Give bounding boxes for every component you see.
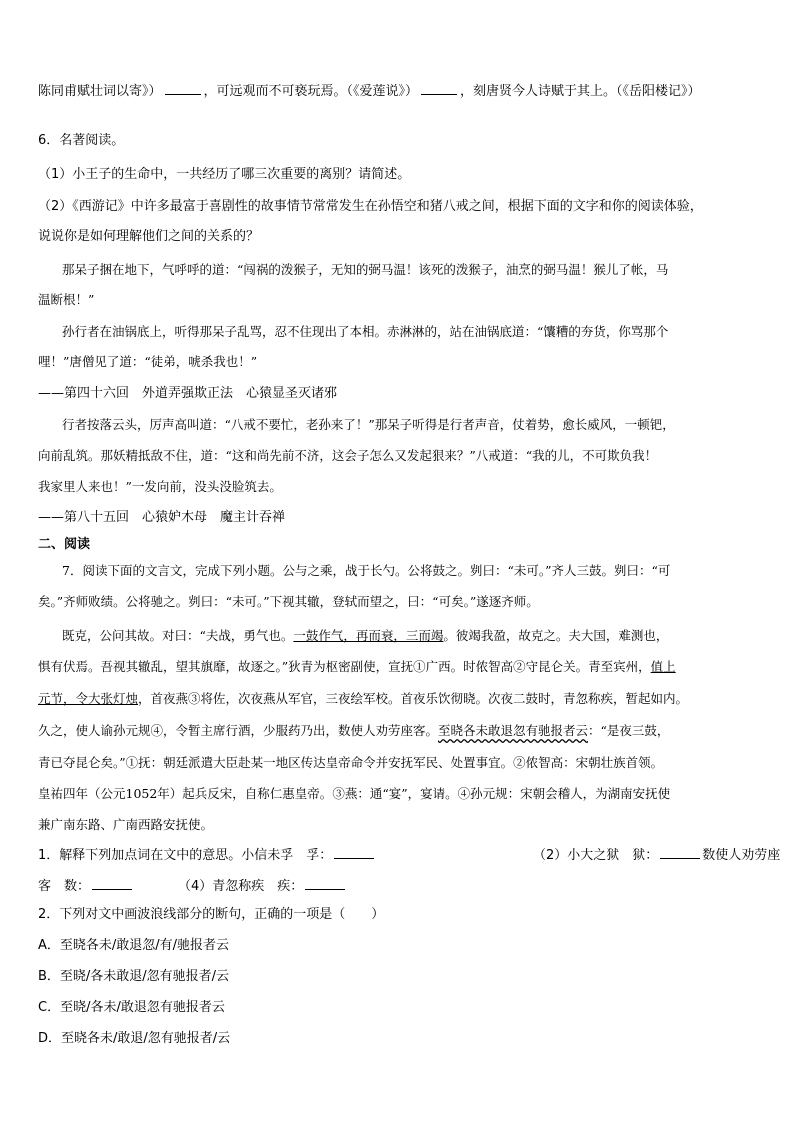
- text-segment: 久之，使人谕孙元规④，令暂主席行酒，少服药乃出，数使人劝劳座客。: [38, 723, 439, 738]
- q7-line8: 皇祐四年（公元1052年）起兵反宋，自称仁惠皇帝。③燕：通“宴”，宴请。④孙元规：宋朝会稽人，为湖南安抚使: [38, 786, 671, 801]
- answer-blank[interactable]: [305, 876, 345, 890]
- passage-source-2: ——第八十五回 心猿妒木母 魔主计吞禅: [38, 510, 286, 525]
- text-segment: 客 数：: [38, 879, 91, 894]
- text-segment: ，可远观而不可亵玩焉。（《爱莲说》）: [203, 84, 419, 99]
- underlined-text: 值上: [650, 659, 676, 674]
- option-c[interactable]: C．至晓/各未/敢退忽有驰报者云: [38, 1000, 225, 1015]
- text-segment: 数使人劝劳座: [702, 848, 781, 863]
- sub-question-2-stem: 2．下列对文中画波浪线部分的断句，正确的一项是（ ）: [38, 907, 385, 922]
- text-segment: （4）青忽称疾 疾：: [178, 879, 304, 894]
- poetry-fill-line: [38, 81, 768, 101]
- q7-line2: 矣。”齐师败绩。公将驰之。刿曰：“未可。”下视其辙，登轼而望之，曰：“可矣。”遂逐齐师。: [38, 594, 539, 609]
- q7-line7: 青已夺昆仑矣。”①抚：朝廷派遣大臣赴某一地区传达皇帝命令并安抚军民、处置事宜。②侬智高：宋朝壮族首领。: [38, 755, 664, 770]
- passage-source-1: ——第四十六回 外道弄强欺正法 心猿显圣灭诸邪: [38, 386, 338, 401]
- text-segment: 惧有伏焉。吾视其辙乱，望其旗靡，故逐之。”狄青为枢密副使，宣抚①广西。时侬智高②守昆仑关。青至宾州，: [38, 659, 651, 674]
- text-segment: （2）小大之狱 狱：: [533, 848, 659, 863]
- text-segment: ，刻唐贤今人诗赋于其上。（《岳阳楼记》）: [460, 84, 701, 99]
- underlined-text: 一鼓作气，再而衰，三而竭: [293, 628, 444, 643]
- sub-question-1-right: [533, 845, 780, 865]
- answer-blank[interactable]: [92, 876, 132, 890]
- answer-blank[interactable]: [421, 81, 457, 95]
- underlined-text: 元节，令大张灯烛: [38, 691, 139, 706]
- passage3-line2: 向前乱筑。那妖精抵敌不住，道：“这和尚先前不济，这会子怎么又发起狠来？”八戒道：“我的儿，不可欺负我！: [38, 448, 658, 463]
- option-d[interactable]: D．至晓各未/敢退/忽有驰报者/云: [38, 1031, 231, 1046]
- text-segment: 1．解释下列加点词在文中的意思。小信未孚 孚：: [38, 848, 333, 863]
- text-segment: ，首夜燕③将佐，次夜燕从军官，三夜绘军校。首夜乐饮彻晓。次夜二鼓时，青忽称疾，暂起如内。: [138, 691, 689, 706]
- question-6-sub2-line1: （2）《西游记》中许多最富于喜剧性的故事情节常常发生在孙悟空和猪八戒之间，根据下面的文字和你的阅读体验，: [38, 199, 703, 214]
- question-6-title: 6．名著阅读。: [38, 133, 125, 148]
- passage1-line1: 那呆子捆在地下，气呼呼的道：“闯祸的泼猴子，无知的弼马温！该死的泼猴子，油烹的弼马温！猴儿了帐，马: [62, 262, 669, 277]
- q7-line9: 兼广南东路、广南西路安抚使。: [38, 817, 214, 832]
- q7-line3: [62, 627, 768, 645]
- q7-line1: 7．阅读下面的文言文，完成下列小题。公与之乘，战于长勺。公将鼓之。刿曰：“未可。”齐人三鼓。刿曰：“可: [62, 563, 671, 578]
- answer-blank[interactable]: [660, 845, 700, 859]
- question-6-sub1: （1）小王子的生命中，一共经历了哪三次重要的离别？请简述。: [38, 167, 411, 182]
- answer-blank[interactable]: [334, 845, 374, 859]
- passage2-line2: 哩！”唐僧见了道：“徒弟，唬杀我也！”: [38, 354, 258, 369]
- passage2-line1: 孙行者在油锅底上，听得那呆子乱骂，忍不住现出了本相。赤淋淋的，站在油锅底道：“馕糟的夯货，你骂那个: [62, 324, 669, 339]
- sub-question-1-line2: [38, 876, 768, 896]
- answer-blank[interactable]: [165, 81, 201, 95]
- option-a[interactable]: A．至晓各未/敢退忽/有/驰报者云: [38, 938, 230, 953]
- passage1-line2: 温断根！”: [38, 292, 95, 307]
- passage3-line1: 行者按落云头，厉声高叫道：“八戒不要忙，老孙来了！”那呆子听得是行者声音，仗着势，愈长威风，一顿钯，: [62, 417, 675, 432]
- section-title-reading: 二、阅读: [38, 537, 91, 552]
- text-segment: 既克，公问其故。对曰：“夫战，勇气也。: [62, 628, 294, 643]
- sub-question-1-line1: [38, 845, 781, 865]
- option-b[interactable]: B．至晓/各未敢退/忽有驰报者/云: [38, 969, 230, 984]
- text-segment: ：“是夜三鼓，: [588, 723, 670, 738]
- q7-line5: [38, 690, 768, 708]
- q7-line6: [38, 722, 768, 740]
- text-segment: 。彼竭我盈，故克之。夫大国，难测也，: [443, 628, 669, 643]
- question-6-sub2-line2: 说说你是如何理解他们之间的关系的？: [38, 229, 260, 244]
- q7-line4: [38, 658, 768, 676]
- passage3-line3: 我家里人来也！”一发向前，没头没脸筑去。: [38, 479, 282, 494]
- text-segment: 陈同甫赋壮词以寄》）: [38, 84, 162, 99]
- wavy-underlined-text: 至晓各未敢退忽有驰报者云: [438, 723, 589, 738]
